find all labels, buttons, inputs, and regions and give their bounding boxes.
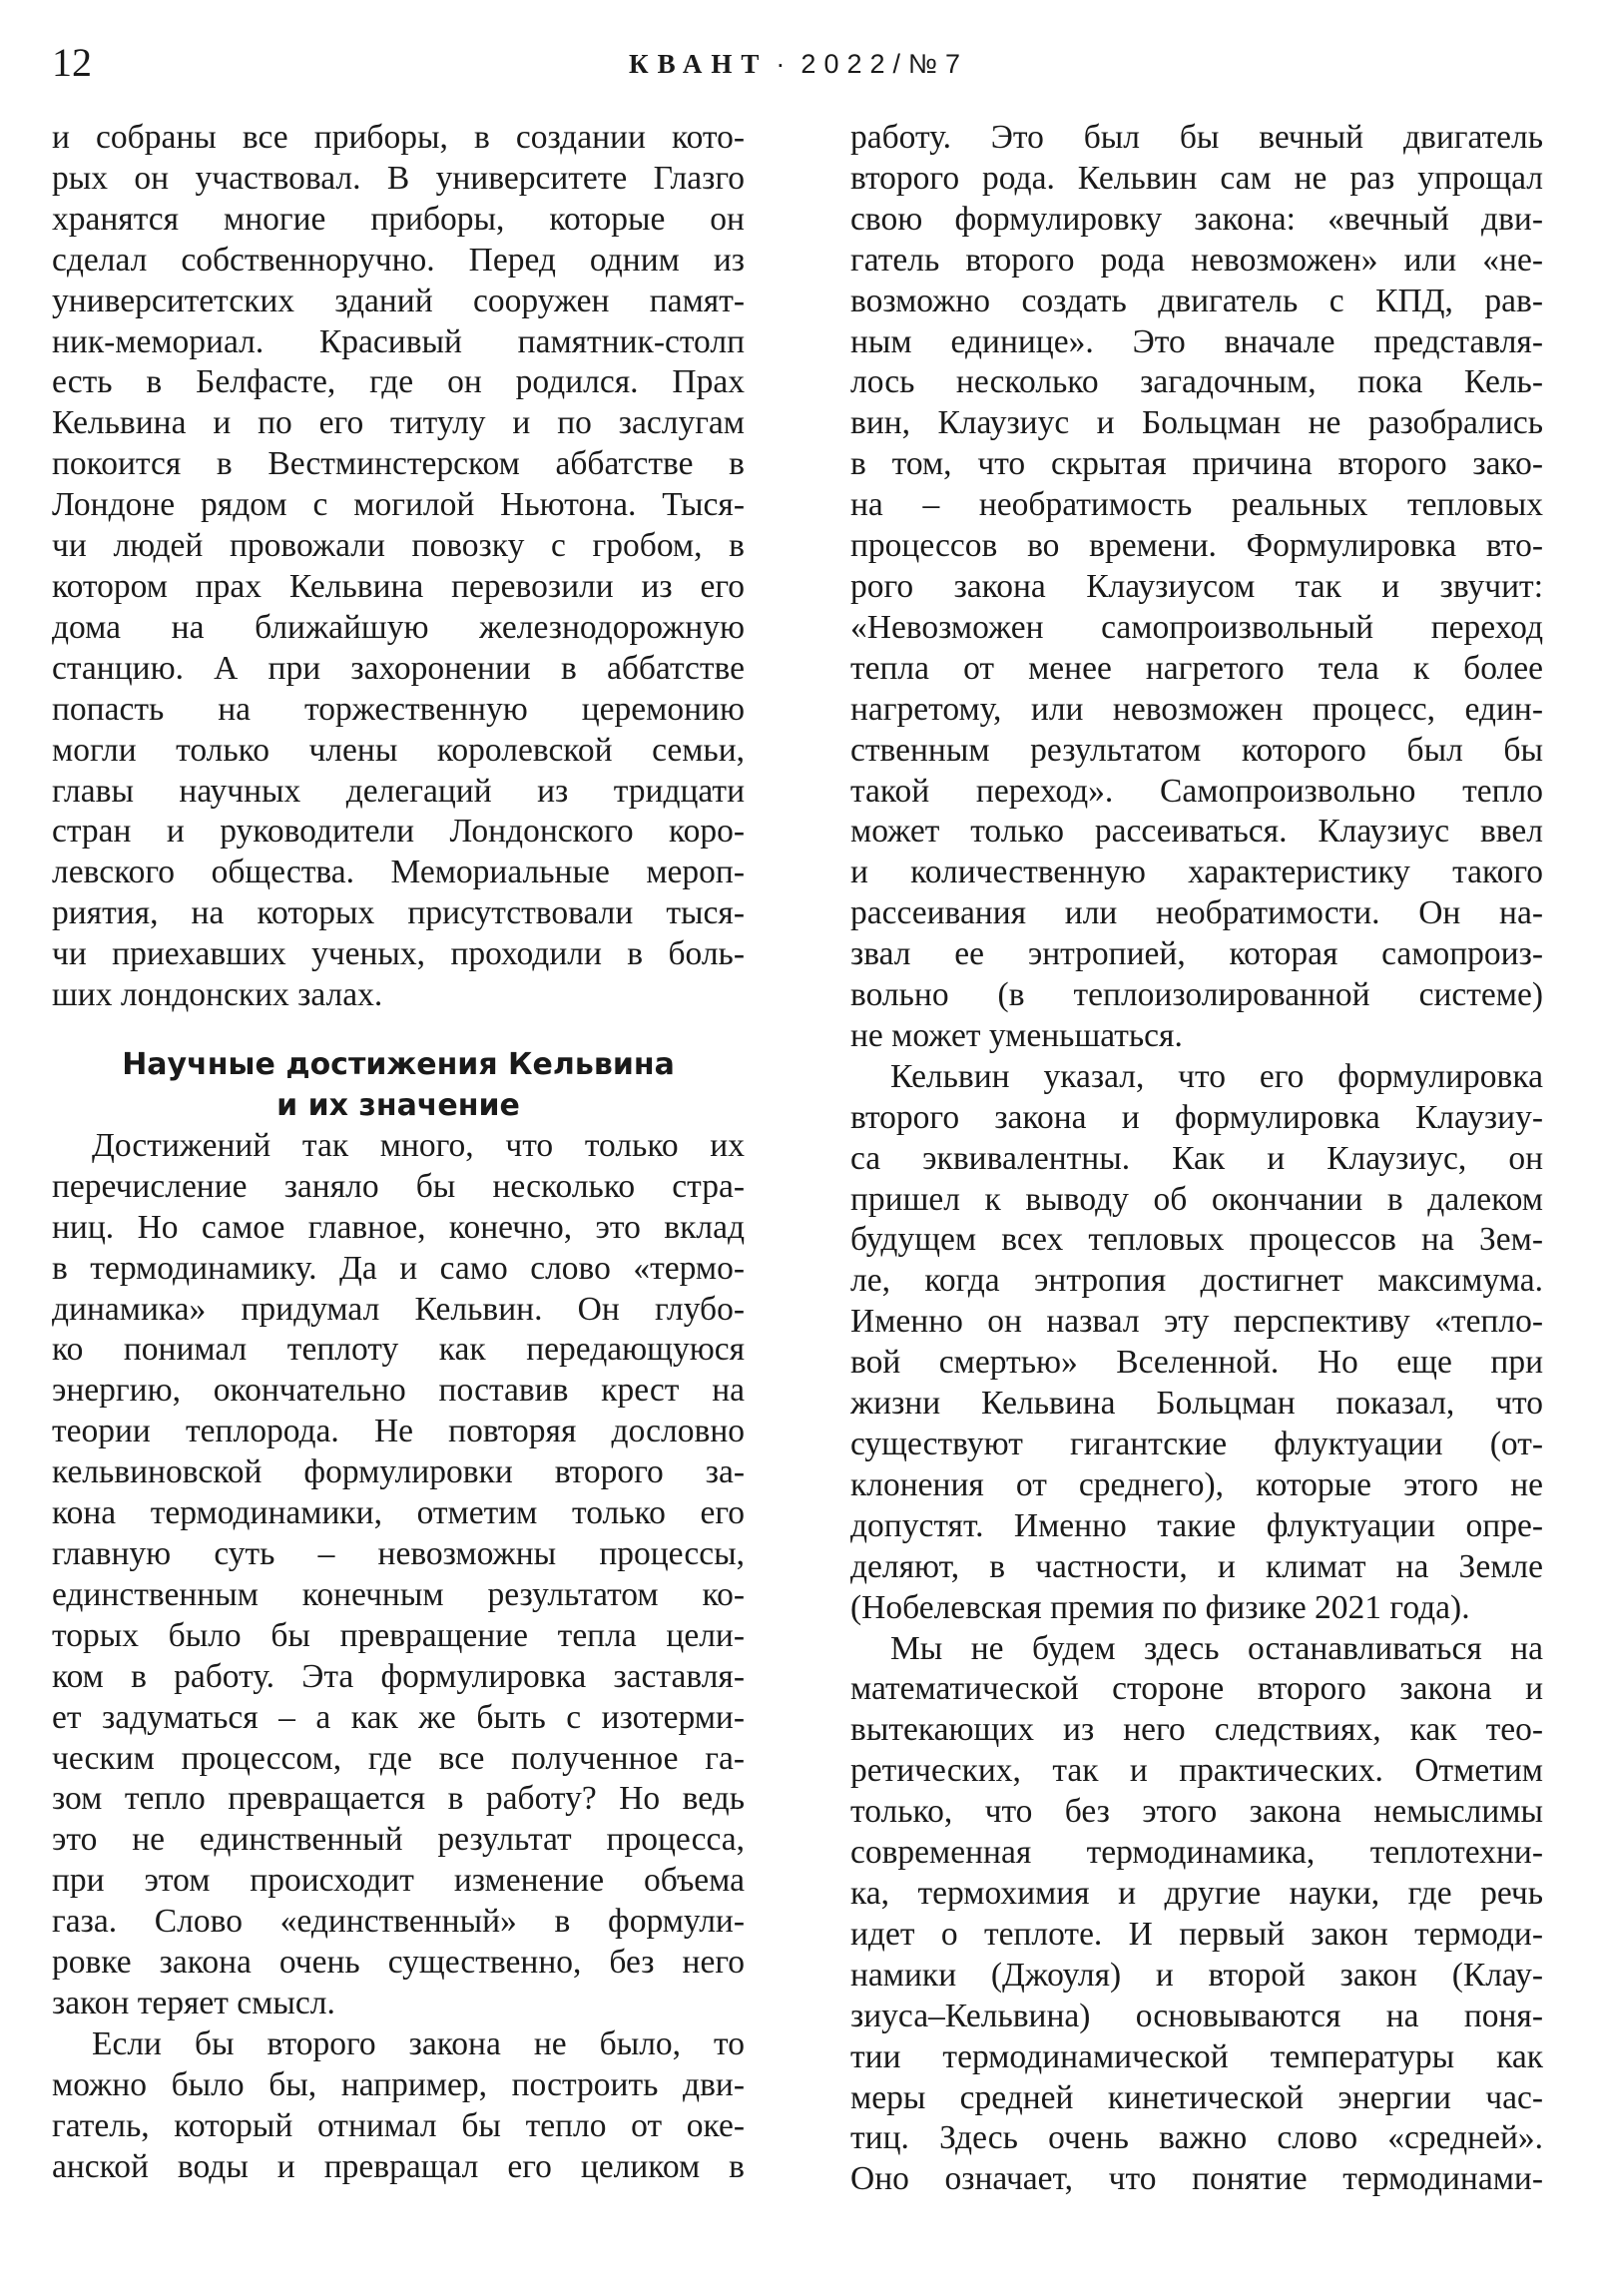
text-line: и собраны все приборы, в создании кото- (52, 119, 745, 156)
text-line: торых было бы превращение тепла цели- (52, 1616, 745, 1654)
text-line: закон теряет смысл. (52, 1984, 335, 2021)
text-line: зиуса–Кельвина) основываются на поня- (850, 1997, 1543, 2034)
text-line: могли только члены королевской семьи, (52, 731, 745, 769)
right-column (850, 118, 1543, 2200)
text-line: Мы не будем здесь останавливаться на (890, 1629, 1543, 1667)
text-line: ческим процессом, где все полученное га- (52, 1739, 745, 1777)
text-line: перечисление заняло бы несколько стра- (52, 1167, 745, 1205)
text-line: анской воды и превращал его целиком в (52, 2147, 745, 2185)
text-line: ком в работу. Эта формулировка заставля- (52, 1657, 745, 1695)
text-line: дома на ближайшую железнодорожную (52, 608, 745, 646)
text-line: Оно означает, что понятие термодинами- (850, 2160, 1543, 2198)
heading-line: Научные достижения Кельвина (122, 1046, 675, 1082)
text-line: са эквивалентны. Как и Клаузиус, он (850, 1139, 1543, 1177)
text-line: тии термодинамической температуры как (850, 2037, 1543, 2075)
text-line: вой смертью» Вселенной. Но еще при (850, 1344, 1543, 1382)
heading-line: и их значение (276, 1087, 520, 1123)
separator-dot: · (776, 49, 786, 79)
text-line: ко понимал теплоту как передающуюся (52, 1331, 745, 1369)
text-line: теории теплорода. Не повторяя дословно (52, 1413, 745, 1450)
text-line: динамика» придумал Кельвин. Он глубо- (52, 1290, 745, 1328)
text-line: Именно он назвал эту перспективу «тепло- (850, 1303, 1543, 1341)
text-line: лось несколько загадочным, пока Кель- (850, 363, 1543, 401)
text-line: вин, Клаузиус и Больцман не разобрались (850, 404, 1543, 442)
text-line: Кельвин указал, что его формулировка (890, 1057, 1543, 1095)
text-line: ет задуматься – а как же быть с изотерми- (52, 1698, 745, 1736)
text-line: попасть на торжественную церемонию (52, 690, 745, 728)
text-line: можно было бы, например, построить дви- (52, 2065, 745, 2103)
text-line: сделал собственноручно. Перед одним из (52, 241, 745, 279)
text-line: газа. Слово «единственный» в формули- (52, 1903, 745, 1941)
text-line: гатель второго рода невозможен» или «не- (850, 241, 1543, 279)
text-line: ственным результатом которого был бы (850, 731, 1543, 769)
text-line: ших лондонских залах. (52, 976, 383, 1014)
text-line: рассеивания или необратимости. Он на- (850, 894, 1543, 932)
section-heading (52, 1044, 745, 1126)
text-line: единственным конечным результатом ко- (52, 1575, 745, 1613)
text-line: хранятся многие приборы, которые он (52, 200, 745, 238)
text-line: на – необратимость реальных тепловых (850, 486, 1543, 524)
text-line: идет о теплоте. И первый закон термоди- (850, 1915, 1543, 1953)
text-line: вытекающих из него следствиях, как тео- (850, 1711, 1543, 1749)
text-line: намики (Джоуля) и второй закон (Клау- (850, 1956, 1543, 1994)
left-column (52, 118, 745, 2188)
text-line: ка, термохимия и другие науки, где речь (850, 1874, 1543, 1912)
text-line: ным единице». Это вначале представля- (850, 322, 1543, 360)
text-line: рого закона Клаузиусом так и звучит: (850, 567, 1543, 605)
paragraph (52, 1126, 745, 2024)
text-line: меры средней кинетической энергии час- (850, 2078, 1543, 2116)
text-line: университетских зданий сооружен памят- (52, 282, 745, 319)
text-line: второго рода. Кельвин сам не раз упрощал (850, 159, 1543, 197)
text-line: возможно создать двигатель с КПД, рав- (850, 282, 1543, 319)
text-line: станцию. А при захоронении в аббатстве (52, 649, 745, 687)
issue-number: 2022/№7 (800, 49, 968, 79)
running-head (0, 46, 1597, 82)
text-line: энергию, окончательно поставив крест на (52, 1372, 745, 1410)
text-line: ниц. Но самое главное, конечно, это вклад (52, 1208, 745, 1246)
text-line: в том, что скрытая причина второго зако- (850, 445, 1543, 483)
text-line: главы научных делегаций из тридцати (52, 772, 745, 810)
text-line: (Нобелевская премия по физике 2021 года). (850, 1588, 1470, 1626)
text-line: процессов во времени. Формулировка вто- (850, 527, 1543, 565)
text-line: свою формулировку закона: «вечный дви- (850, 200, 1543, 238)
text-line: Лондоне рядом с могилой Ньютона. Тыся- (52, 486, 745, 524)
text-line: может только рассеиваться. Клаузиус ввел (850, 813, 1543, 851)
text-line: не может уменьшаться. (850, 1016, 1183, 1054)
text-line: второго закона и формулировка Клаузиу- (850, 1098, 1543, 1136)
text-line: такой переход». Самопроизвольно тепло (850, 772, 1543, 810)
text-line: гатель, который отнимал бы тепло от оке- (52, 2106, 745, 2144)
text-line: нагретому, или невозможен процесс, един- (850, 690, 1543, 728)
paragraph (850, 118, 1543, 1057)
text-line: в термодинамику. Да и само слово «термо- (52, 1249, 745, 1287)
text-line: работу. Это был бы вечный двигатель (850, 119, 1543, 156)
text-line: есть в Белфасте, где он родился. Прах (52, 363, 745, 401)
text-line: ник-мемориал. Красивый памятник-столп (52, 322, 745, 360)
text-line: Кельвина и по его титулу и по заслугам (52, 404, 745, 442)
text-line: ле, когда энтропия достигнет максимума. (850, 1262, 1543, 1300)
text-line: чи людей провожали повозку с гробом, в (52, 527, 745, 565)
text-line: только, что без этого закона немыслимы (850, 1793, 1543, 1831)
text-line: при этом происходит изменение объема (52, 1862, 745, 1900)
paragraph (850, 1629, 1543, 2201)
text-line: и количественную характеристику такого (850, 854, 1543, 891)
paragraph (52, 118, 745, 1016)
text-line: Достижений так много, что только их (92, 1126, 745, 1164)
text-line: стран и руководители Лондонского коро- (52, 813, 745, 851)
text-line: ровке закона очень существенно, без него (52, 1944, 745, 1982)
text-line: риятия, на которых присутствовали тыся- (52, 894, 745, 932)
text-line: тиц. Здесь очень важно слово «средней». (850, 2119, 1543, 2157)
text-line: левского общества. Мемориальные мероп- (52, 854, 745, 891)
text-line: жизни Кельвина Больцман показал, что (850, 1385, 1543, 1423)
text-line: Если бы второго закона не было, то (92, 2024, 745, 2062)
text-line: котором прах Кельвина перевозили из его (52, 567, 745, 605)
text-line: вольно (в теплоизолированной системе) (850, 976, 1543, 1014)
text-line: допустят. Именно такие флуктуации опре- (850, 1506, 1543, 1544)
text-line: пришел к выводу об окончании в далеком (850, 1180, 1543, 1218)
text-line: главную суть – невозможны процессы, (52, 1535, 745, 1572)
text-line: покоится в Вестминстерском аббатстве в (52, 445, 745, 483)
text-line: существуют гигантские флуктуации (от- (850, 1426, 1543, 1462)
page-number: 12 (52, 40, 92, 85)
paragraph (52, 2024, 745, 2188)
text-line: звал ее энтропией, которая самопроиз- (850, 935, 1543, 973)
text-line: клонения от среднего), которые этого не (850, 1465, 1543, 1503)
text-line: тепла от менее нагретого тела к более (850, 649, 1543, 687)
text-line: кельвиновской формулировки второго за- (52, 1453, 745, 1491)
text-line: это не единственный результат процесса, (52, 1821, 745, 1859)
text-line: «Невозможен самопроизвольный переход (850, 608, 1543, 646)
magazine-title: КВАНТ (629, 49, 769, 79)
text-line: кона термодинамики, отметим только его (52, 1494, 745, 1532)
text-line: зом тепло превращается в работу? Но ведь (52, 1780, 745, 1818)
text-line: чи приехавших ученых, проходили в боль- (52, 935, 745, 973)
text-line: ретических, так и практических. Отметим (850, 1752, 1543, 1790)
text-line: будущем всех тепловых процессов на Зем- (850, 1221, 1543, 1259)
paragraph (850, 1057, 1543, 1629)
text-line: деляют, в частности, и климат на Земле (850, 1547, 1543, 1585)
text-line: математической стороне второго закона и (850, 1670, 1543, 1708)
text-line: рых он участвовал. В университете Глазго (52, 159, 745, 197)
text-line: современная термодинамика, теплотехни- (850, 1834, 1543, 1872)
